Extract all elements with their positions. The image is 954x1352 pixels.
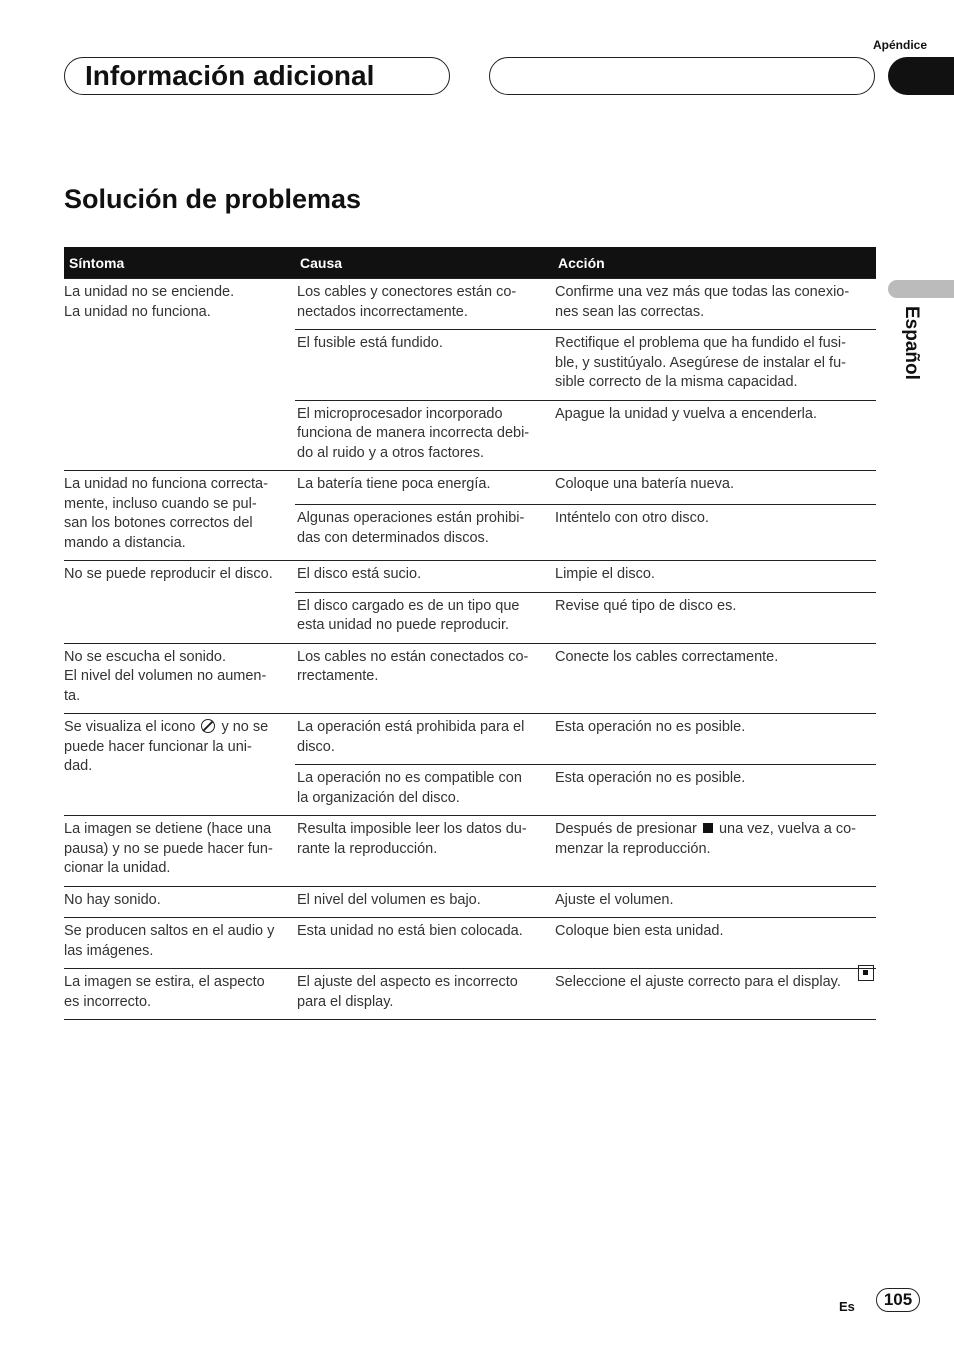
action-cell: Conecte los cables correctamente.: [553, 643, 876, 714]
symptom-cell: La unidad no se enciende. La unidad no funciona.: [64, 279, 295, 471]
prohibited-icon: [201, 719, 215, 733]
table-row: [64, 886, 876, 918]
page-number: 105: [876, 1288, 920, 1312]
table-row: [64, 471, 876, 505]
cause-cell: El microprocesador incorporado funciona de manera incorrecta debi- do al ruido y a otros factores.: [295, 400, 553, 471]
cause-cell: El nivel del volumen es bajo.: [295, 886, 553, 918]
troubleshooting-table: [64, 247, 876, 1020]
action-cell: Esta operación no es posible.: [553, 765, 876, 816]
symptom-cell: No se puede reproducir el disco.: [64, 561, 295, 644]
chapter-title: Información adicional: [85, 60, 375, 91]
cause-cell: Esta unidad no está bien colocada.: [295, 918, 553, 969]
action-cell: Coloque una batería nueva.: [553, 471, 876, 505]
cause-cell: El fusible está fundido.: [295, 330, 553, 401]
cause-cell: El ajuste del aspecto es incorrecto para el display.: [295, 969, 553, 1020]
symptom-cell: La imagen se estira, el aspecto es incorrecto.: [64, 969, 295, 1020]
chapter-header: [64, 57, 450, 95]
symptom-cell: La unidad no funciona correcta- mente, incluso cuando se pul- san los botones correctos del mando a distancia.: [64, 471, 295, 561]
header-cause: Causa: [295, 247, 553, 279]
table-header-row: [64, 247, 876, 279]
header-action: Acción: [553, 247, 876, 279]
cause-cell: La batería tiene poca energía.: [295, 471, 553, 505]
symptom-cell: No se escucha el sonido. El nivel del volumen no aumen- ta.: [64, 643, 295, 714]
table-row: [64, 918, 876, 969]
side-tab-marker: [888, 280, 954, 298]
table-body: [64, 279, 876, 1020]
action-cell: Confirme una vez más que todas las conexio- nes sean las correctas.: [553, 279, 876, 330]
symptom-cell: Se producen saltos en el audio y las imágenes.: [64, 918, 295, 969]
cause-cell: Algunas operaciones están prohibi- das con determinados discos.: [295, 505, 553, 561]
cause-cell: Los cables y conectores están co- nectados incorrectamente.: [295, 279, 553, 330]
table-row: [64, 714, 876, 765]
action-cell: Después de presionar una vez, vuelva a co- menzar la reproducción.: [553, 816, 876, 887]
action-cell: Revise qué tipo de disco es.: [553, 592, 876, 643]
section-label: Apéndice: [872, 38, 927, 52]
side-language-tab: [900, 306, 926, 406]
action-cell: Apague la unidad y vuelva a encenderla.: [553, 400, 876, 471]
stop-square-icon: [703, 823, 713, 833]
table-row: [64, 279, 876, 330]
action-cell: Rectifique el problema que ha fundido el fusi- ble, y sustitúyalo. Asegúrese de instalar el fu- sible correcto de la misma capacidad.: [553, 330, 876, 401]
action-cell: Esta operación no es posible.: [553, 714, 876, 765]
side-language-label: Español: [901, 306, 922, 380]
action-cell: Seleccione el ajuste correcto para el display.: [553, 969, 876, 1020]
table-row: [64, 643, 876, 714]
cause-cell: Los cables no están conectados co- rrectamente.: [295, 643, 553, 714]
action-cell: Coloque bien esta unidad.: [553, 918, 876, 969]
cause-cell: El disco está sucio.: [295, 561, 553, 593]
header-tab-marker: [888, 57, 954, 95]
symptom-cell: No hay sonido.: [64, 886, 295, 918]
symptom-cell: La imagen se detiene (hace una pausa) y no se puede hacer fun- cionar la unidad.: [64, 816, 295, 887]
symptom-cell: Se visualiza el icono y no se puede hacer funcionar la uni- dad.: [64, 714, 295, 816]
table-row: [64, 816, 876, 887]
action-cell: Limpie el disco.: [553, 561, 876, 593]
header-symptom: Síntoma: [64, 247, 295, 279]
cause-cell: La operación está prohibida para el disco.: [295, 714, 553, 765]
action-cell: Inténtelo con otro disco.: [553, 505, 876, 561]
cause-cell: El disco cargado es de un tipo que esta unidad no puede reproducir.: [295, 592, 553, 643]
table-row: [64, 969, 876, 1020]
page-title: Solución de problemas: [64, 184, 362, 214]
action-cell: Ajuste el volumen.: [553, 886, 876, 918]
end-mark-icon: [858, 965, 874, 981]
table-row: [64, 561, 876, 593]
language-code: Es: [839, 1299, 855, 1314]
cause-cell: Resulta imposible leer los datos du- rante la reproducción.: [295, 816, 553, 887]
header-empty-pill: [489, 57, 875, 95]
cause-cell: La operación no es compatible con la organización del disco.: [295, 765, 553, 816]
